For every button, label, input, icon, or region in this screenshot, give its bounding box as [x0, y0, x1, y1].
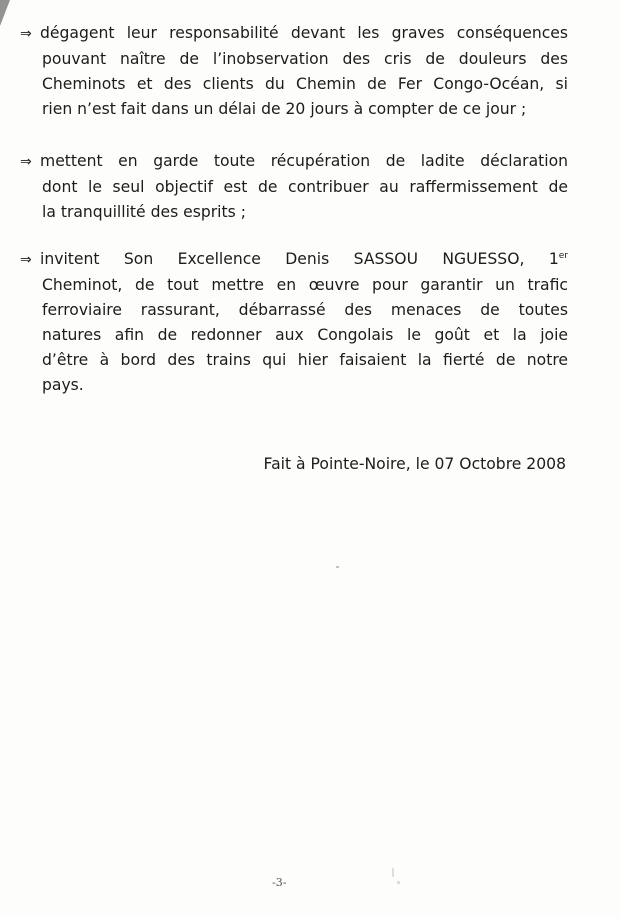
implies-arrow-icon: ⇒ — [20, 26, 32, 42]
bullet-line: la tranquillité des esprits ; — [42, 203, 246, 221]
bullet-text: dégagent leur responsabilité devant les graves conséquences — [40, 24, 568, 42]
corner-fold-mark — [0, 0, 10, 26]
bullet-line: dont le seul objectif est de contribuer au raffermissement de — [42, 178, 568, 196]
bullet-text: mettent en garde toute récupération de ladite déclaration — [40, 152, 568, 170]
bullet-line: ferroviaire rassurant, débarrassé des menaces de toutes — [42, 301, 568, 319]
implies-arrow-icon: ⇒ — [20, 252, 32, 268]
bullet-line: d’être à bord des trains qui hier faisaient la fierté de notre — [42, 351, 568, 369]
bullet-text: invitent Son Excellence Denis SASSOU NGUESSO, 1 — [40, 250, 559, 268]
bullet-invitation — [20, 247, 568, 398]
page-number: -3- — [272, 876, 287, 889]
scan-speck — [336, 566, 339, 568]
ordinal-superscript: er — [558, 251, 568, 261]
bullet-responsabilite — [20, 21, 568, 122]
bullet-line — [20, 21, 568, 47]
bullet-line: rien n’est fait dans un délai de 20 jours à compter de ce jour ; — [42, 100, 527, 118]
bullet-line: pays. — [42, 376, 84, 394]
scan-speck — [397, 881, 400, 884]
bullet-line: natures afin de redonner aux Congolais le goût et la joie — [42, 326, 568, 344]
bullet-line: Cheminot, de tout mettre en œuvre pour garantir un trafic — [42, 276, 568, 294]
bullet-line: Cheminots et des clients du Chemin de Fer Congo-Océan, si — [42, 75, 568, 93]
bullet-line — [20, 149, 568, 175]
place-date-signature: Fait à Pointe-Noire, le 07 Octobre 2008 — [263, 455, 566, 473]
bullet-line — [20, 247, 568, 273]
implies-arrow-icon: ⇒ — [20, 154, 32, 170]
scan-speck — [392, 868, 394, 877]
bullet-mise-en-garde — [20, 149, 568, 225]
bullet-line: pouvant naître de l’inobservation des cris de douleurs des — [42, 50, 568, 68]
